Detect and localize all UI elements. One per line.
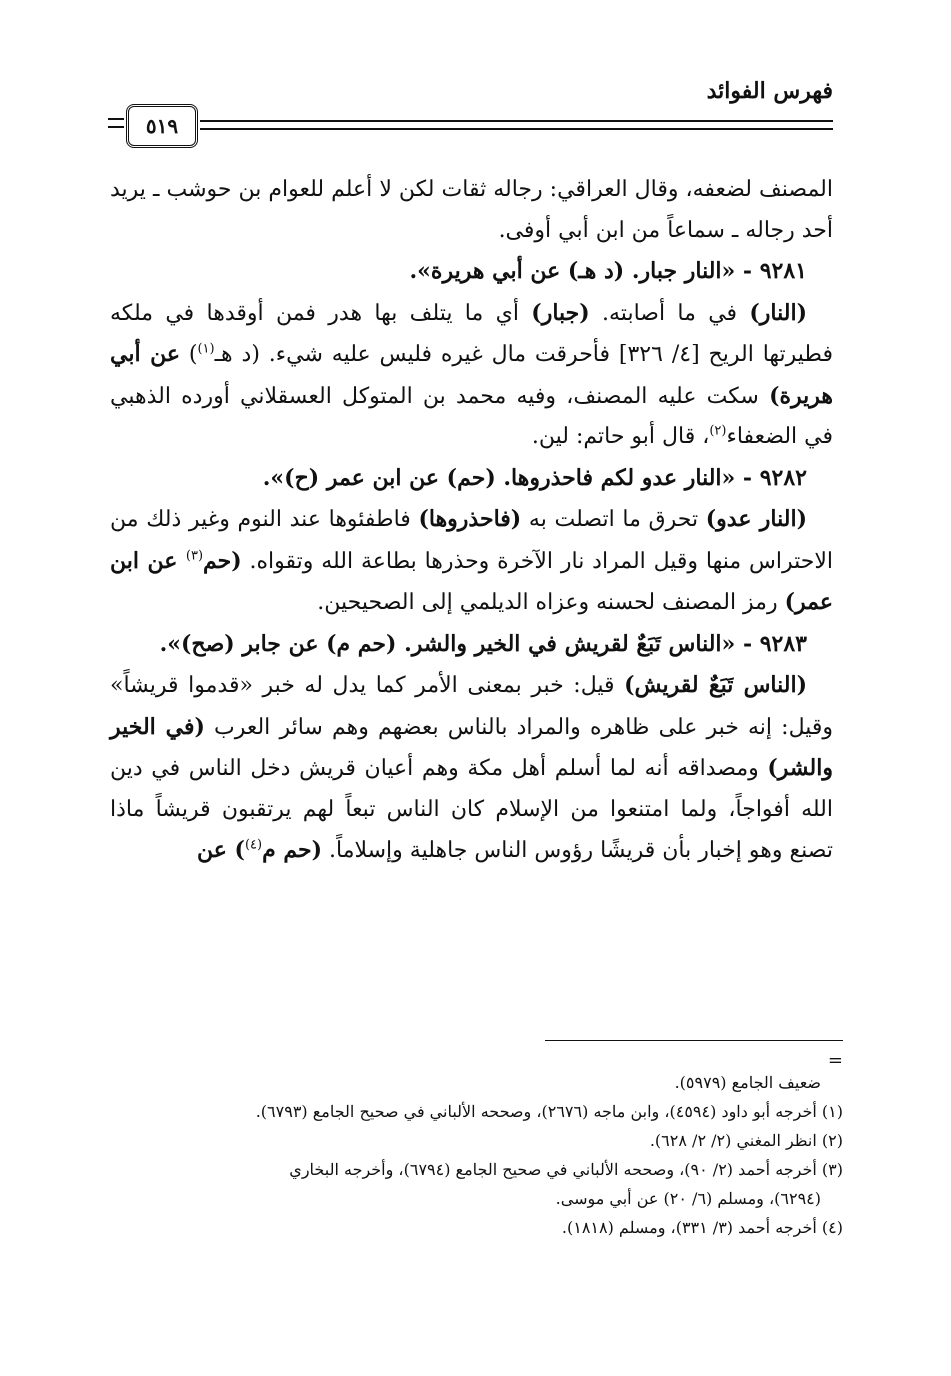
bold-term: (النار عدو): [705, 506, 807, 532]
text-run: رمز المصنف لحسنه وعزاه الديلمي إلى الصحيحين.: [317, 590, 785, 615]
footnote-ref-4[interactable]: (٤): [244, 837, 263, 853]
footnote-3: (٣) أخرجه أحمد (٢/ ٩٠)، وصححه الألباني في صحيح الجامع (٦٧٩٤)، وأخرجه البخاري: [289, 1160, 843, 1179]
text-run: فاطفئوها عند النوم وغير ذلك من الاحتراس منها وقيل المراد نار الآخرة وحذرها بطاعة الله وتقواه.: [110, 507, 833, 574]
hadith-text: ٩٢٨٢ - «النار عدو لكم فاحذروها. (حم) عن ابن عمر (ح)».: [262, 464, 807, 491]
bold-term: (جبار): [531, 299, 590, 326]
footnote-ref-2[interactable]: (٢): [709, 423, 727, 439]
paragraph-continuation: [110, 170, 833, 251]
bold-term: ) عن: [196, 837, 245, 863]
footnote-ref-3[interactable]: (٣): [185, 548, 204, 564]
footnote-1: (١) أخرجه أبو داود (٤٥٩٤)، وابن ماجه (٢٦٧٦)، وصححه الألباني في صحيح الجامع (٦٧٩٣).: [255, 1102, 843, 1121]
main-text: [110, 170, 833, 872]
footnote-ref-1[interactable]: (١): [197, 341, 215, 357]
hadith-heading-9282: [110, 458, 833, 500]
footnote-2: (٢) انظر المغني (٢/ ٢/ ٦٢٨).: [649, 1131, 843, 1150]
page-number: ٥١٩: [126, 104, 198, 148]
text-run: قيل: خبر بمعنى الأمر كما يدل له خبر «قدموا قريشاً» وقيل: إنه خبر على ظاهره والمراد بالناس بعضهم وهم سائر العرب: [110, 673, 834, 740]
header-rule-end-mark: [108, 118, 124, 128]
text-run: تحرق ما اتصلت به: [521, 507, 706, 532]
running-header-title: فهرس الفوائد: [706, 78, 833, 104]
text-run: أي ما يتلف بها هدر فمن أوقدها في ملكه فطيرتها الريح [٤/ ٣٢٦] فأحرقت مال غيره فليس عليه شيء. (د هـ: [110, 300, 833, 367]
text-run: ومصداقه أنه لما أسلم أهل مكة وهم أعيان قريش دخل الناس في دين الله أفواجاً، ولما امتنعوا من الإسلام كان الناس تبعاً لهم يرتقبون قريشاً ماذا تصنع وهو إخبار بأن قريشًا رؤوس الناس جاهلية وإسلاماً.: [110, 756, 833, 863]
footnote-separator: [545, 1040, 843, 1041]
bold-term: عن أبي هريرة): [110, 341, 833, 409]
bold-term: (النار): [749, 299, 807, 326]
bold-term: (حم م: [262, 837, 323, 863]
footnote-4: (٤) أخرجه أحمد (٣/ ٣٣١)، ومسلم (١٨١٨).: [561, 1218, 843, 1237]
hadith-heading-9283: [110, 624, 833, 666]
bold-term: عن ابن عمر): [110, 547, 833, 615]
hadith-text: ٩٢٨١ - «النار جبار. (د هـ) عن أبي هريرة».: [409, 258, 807, 284]
bold-term: (في الخير والشر): [110, 713, 833, 781]
bold-term: (الناس تَبَعٌ لقريش): [624, 672, 807, 698]
bold-term: (حم: [203, 547, 242, 574]
commentary-9283: [110, 665, 833, 872]
footnote-continued: ضعيف الجامع (٥٩٧٩).: [674, 1073, 821, 1092]
footnotes: [108, 1068, 843, 1242]
commentary-9281: [110, 293, 833, 458]
hadith-heading-9281: [110, 251, 833, 293]
header-double-rule: [200, 120, 833, 130]
text-run: سكت عليه المصنف، وفيه محمد بن المتوكل العسقلاني أورده الذهبي في الضعفاء: [110, 383, 833, 449]
hadith-text: ٩٢٨٣ - «الناس تَبَعٌ لقريش في الخير والشر. (حم م) عن جابر (صح)».: [159, 630, 807, 657]
commentary-9282: [110, 499, 833, 624]
text-line: المصنف لضعفه، وقال العراقي: رجاله ثقات لكن لا أعلم للعوام بن حوشب ـ: [152, 177, 833, 202]
text-run: ، قال أبو حاتم: لين.: [531, 424, 710, 449]
text-line: يريد أحد رجاله ـ سماعاً من ابن أبي أوفى.: [110, 177, 833, 243]
footnote-3-continued: (٦٢٩٤)، ومسلم (٦/ ٢٠) عن أبي موسى.: [555, 1189, 821, 1208]
bold-term: (فاحذروها): [418, 506, 522, 532]
text-run: ): [180, 342, 198, 367]
footnote-continuation-mark: =: [827, 1050, 843, 1071]
text-run: في ما أصابته.: [589, 300, 750, 326]
